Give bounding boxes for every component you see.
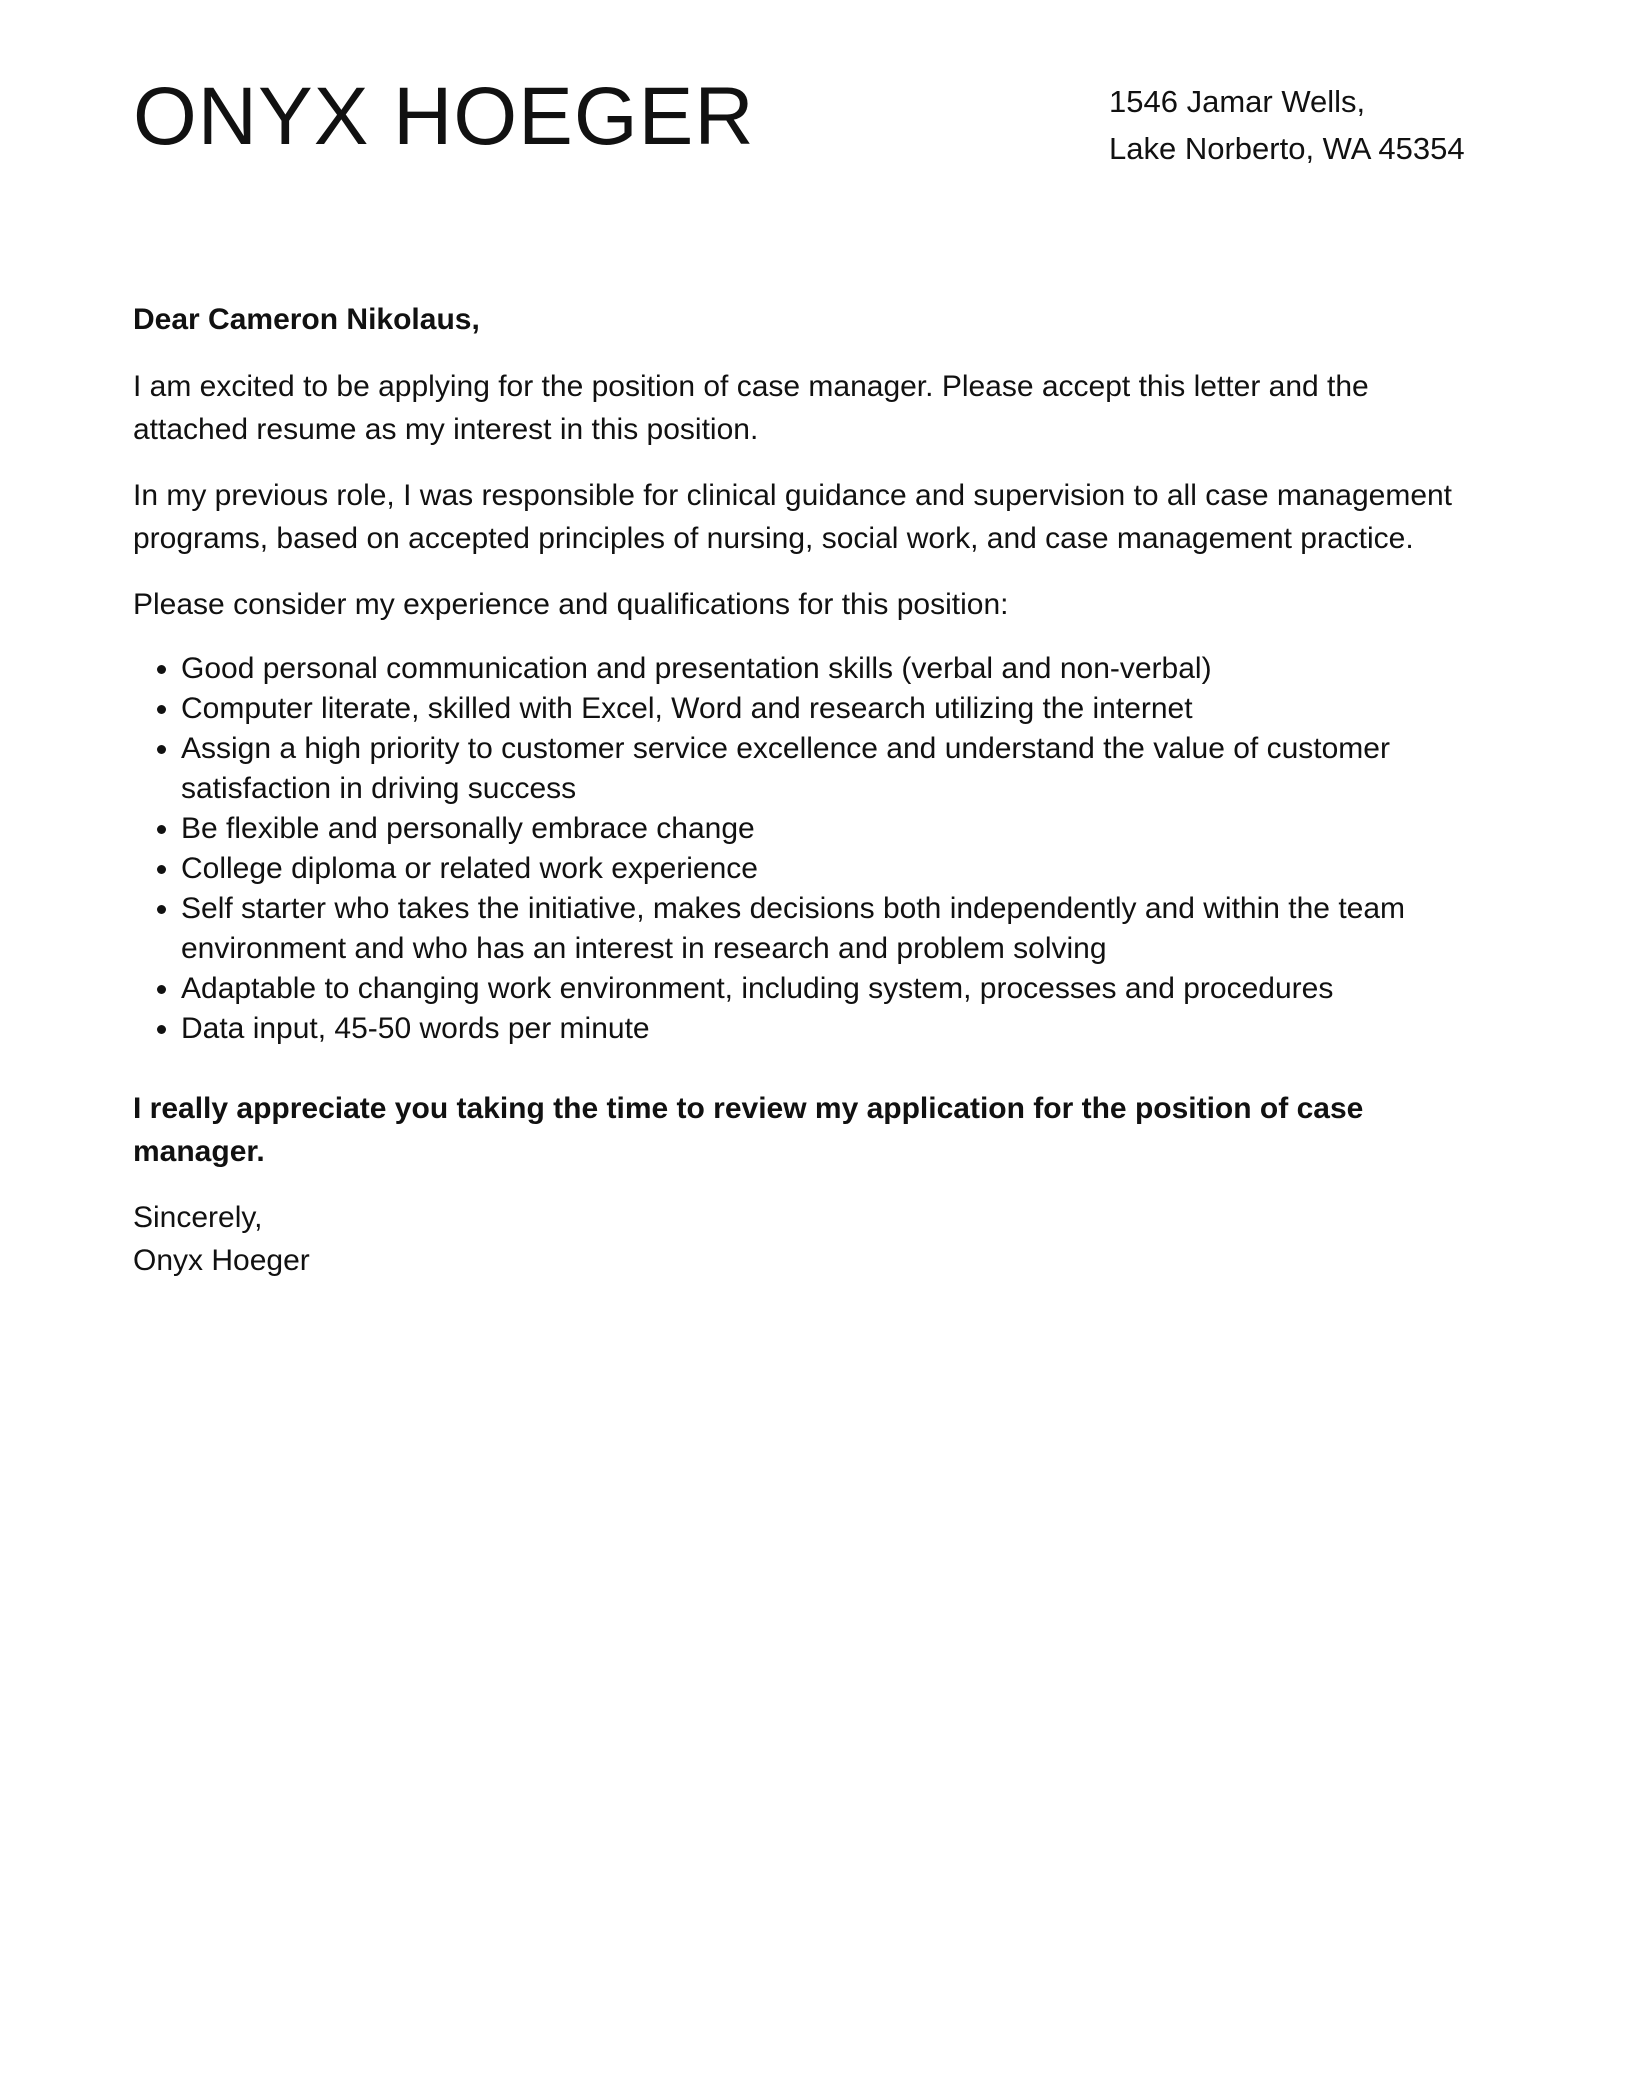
list-item: • Be flexible and personally embrace change: [181, 809, 1473, 849]
list-item: • Adaptable to changing work environment, including system, processes and procedures: [181, 969, 1473, 1009]
list-item: • Assign a high priority to customer service excellence and understand the value of customer satisfaction in driving success: [181, 729, 1473, 809]
valediction: Sincerely,: [133, 1201, 263, 1234]
address-line-2: Lake Norberto, WA 45354: [1109, 131, 1465, 166]
intro-paragraph: I am excited to be applying for the position of case manager. Please accept this letter and the attached resume as my interest in this position.: [133, 370, 1369, 446]
list-item: • Self starter who takes the initiative, makes decisions both independently and within the team environment and who has an interest in research and problem solving: [181, 889, 1473, 969]
sign-off: [133, 1196, 1473, 1282]
qualifications-list: [133, 649, 1473, 1049]
signature-name: Onyx Hoeger: [133, 1244, 310, 1277]
address-line-1: 1546 Jamar Wells,: [1109, 84, 1366, 119]
list-item: • College diploma or related work experience: [181, 849, 1473, 889]
applicant-address: [1109, 78, 1465, 172]
list-item: • Data input, 45-50 words per minute: [181, 1009, 1473, 1049]
salutation: Dear Cameron Nikolaus,: [133, 303, 480, 336]
list-item: • Computer literate, skilled with Excel, Word and research utilizing the internet: [181, 689, 1473, 729]
experience-paragraph: In my previous role, I was responsible for clinical guidance and supervision to all case management programs, based on accepted principles of nursing, social work, and case management practice.: [133, 479, 1453, 555]
qualifications-intro: Please consider my experience and qualifications for this position:: [133, 588, 1009, 621]
letter-body: [133, 298, 1473, 1282]
applicant-name: ONYX HOEGER: [133, 71, 755, 162]
closing-statement: I really appreciate you taking the time to review my application for the position of case manager.: [133, 1092, 1364, 1168]
list-item: • Good personal communication and presentation skills (verbal and non-verbal): [181, 649, 1473, 689]
